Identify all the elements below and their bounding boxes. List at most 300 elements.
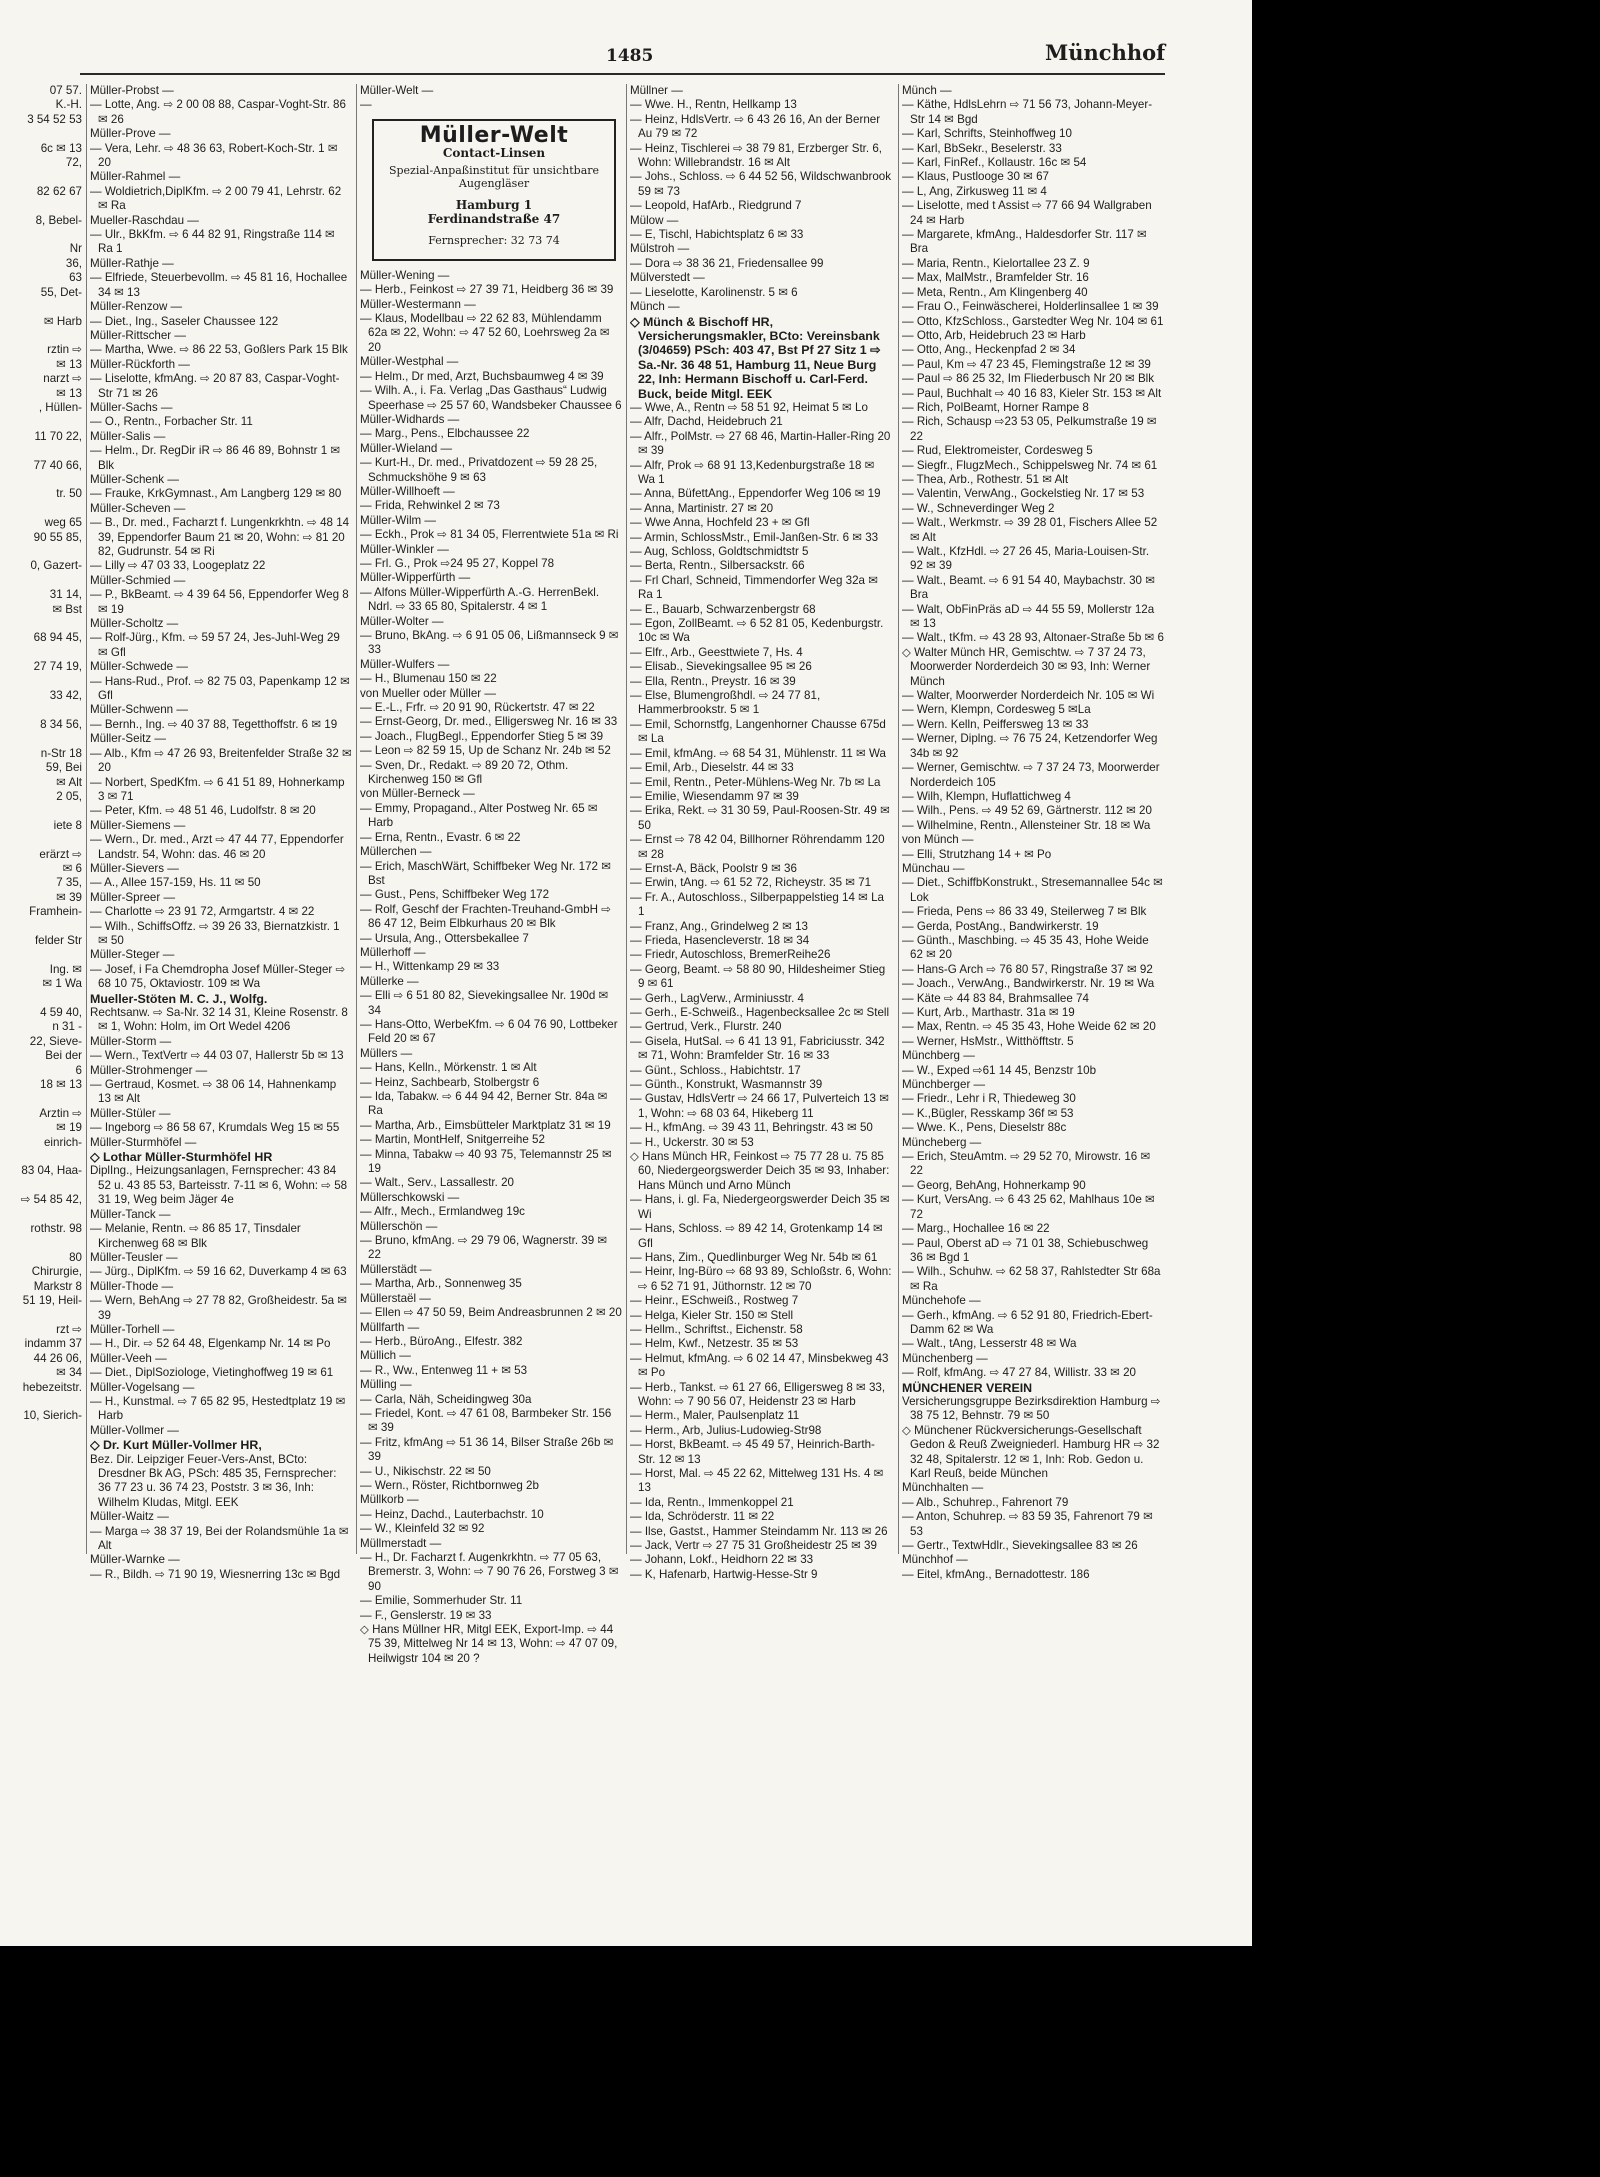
directory-entry: — Martin, MontHelf, Snitgerreihe 52 — [360, 1133, 545, 1147]
directory-entry: — Heinz, Dachd., Lauterbachstr. 10 — [360, 1507, 544, 1521]
directory-entry: Müllerhoff — — [360, 945, 426, 959]
left-fragment-line: 68 94 45, — [33, 631, 82, 645]
left-fragment-line: 7 35, — [56, 876, 82, 890]
left-fragment-line: Arztin ⇨ — [39, 1106, 82, 1120]
directory-entry: — Wern., Dr. med., Arzt ⇨ 47 44 77, Eppendorfer Landstr. 54, Wohn: das. 46 ✉ 20 — [90, 833, 344, 861]
directory-entry: — Georg, Beamt. ⇨ 58 80 90, Hildesheimer Stieg 9 ✉ 61 — [630, 962, 886, 991]
directory-entry: — Helm., Dr. RegDir iR ⇨ 86 46 89, Bohnstr 1 ✉ Blk — [90, 444, 341, 472]
directory-entry: — R., Ww., Entenweg 11 + ✉ 53 — [360, 1363, 528, 1377]
directory-entry: — Rolf, Geschf der Frachten-Treuhand-GmbH ⇨ 86 47 12, Beim Elbkurhaus 20 ✉ Blk — [360, 902, 611, 931]
directory-entry: Müller-Rittscher — — [90, 328, 186, 342]
directory-entry: — Marg., Hochallee 16 ✉ 22 — [902, 1222, 1050, 1236]
left-fragment-line — [0, 473, 86, 487]
directory-entry: — L, Ang, Zirkusweg 11 ✉ 4 — [902, 184, 1047, 198]
left-fragment-line: 80 — [69, 1250, 82, 1264]
left-fragment-line: 6 — [75, 1063, 82, 1077]
directory-entry: — Herb., Tankst. ⇨ 61 27 66, Elligersweg 8 ✉ 33, Wohn: ⇨ 7 90 56 07, Heidenstr 23 ✉ Harb — [630, 1380, 886, 1408]
directory-entry: — Günt., Schloss., Habichtstr. 17 — [630, 1063, 801, 1077]
directory-entry: — Wern, BehAng ⇨ 27 78 82, Großheidestr. 5a ✉ 39 — [90, 1294, 348, 1322]
directory-entry: — Erich, SteuAmtm. ⇨ 29 52 70, Mirowstr. 16 ✉ 22 — [902, 1150, 1151, 1178]
directory-entry: — Hellm., Schriftst., Eichenstr. 58 — [630, 1322, 803, 1336]
directory-entry: — Hans, Zim., Quedlinburger Weg Nr. 54b ✉ 61 — [630, 1250, 878, 1264]
directory-entry: — P., BkBeamt. ⇨ 4 39 64 56, Eppendorfer Weg 8 ✉ 19 — [90, 588, 349, 616]
directory-entry: — Peter, Kfm. ⇨ 48 51 46, Ludolfstr. 8 ✉ 20 — [90, 804, 316, 818]
directory-entry: — Norbert, SpedKfm. ⇨ 6 41 51 89, Hohnerkamp 3 ✉ 71 — [90, 775, 345, 803]
directory-entry: Müller-Wieland — — [360, 441, 453, 455]
left-fragment-line: 2 05, — [56, 789, 82, 803]
directory-entry: Mueller-Raschdau — — [90, 213, 199, 227]
directory-entry: — H., Kunstmal. ⇨ 7 65 82 95, Hestedtplatz 19 ✉ Harb — [90, 1394, 346, 1423]
directory-entry: — Friedel, Kont. ⇨ 47 61 08, Barmbeker Str. 156 ✉ 39 — [360, 1406, 612, 1435]
directory-entry: — Paul, Km ⇨ 47 23 45, Flemingstraße 12 ✉ 39 — [902, 357, 1151, 371]
directory-entry: Müller-Thode — — [90, 1279, 174, 1293]
directory-entry: — H., Uckerstr. 30 ✉ 53 — [630, 1135, 754, 1149]
left-fragment-line: 59, Bei — [45, 761, 82, 775]
directory-entry: — Ellen ⇨ 47 50 59, Beim Andreasbrunnen 2 ✉ 20 — [360, 1306, 622, 1320]
directory-entry: — Karl, Schrifts, Steinhoffweg 10 — [902, 127, 1072, 141]
left-fragment-line: Markstr 8 — [33, 1279, 82, 1293]
left-fragment-line: 77 40 66, — [33, 458, 82, 472]
directory-entry: — Ida, Tabakw. ⇨ 6 44 94 42, Berner Str. 84a ✉ Ra — [360, 1090, 608, 1118]
directory-entry: — Alfons Müller-Wipperfürth A.-G. HerrenBekl. Ndrl. ⇨ 33 65 80, Spitalerstr. 4 ✉ 1 — [360, 585, 600, 614]
directory-entry: Müller-Westphal — — [360, 355, 459, 369]
directory-entry: Müller-Scheven — — [90, 501, 186, 515]
directory-entry: Müller-Steger — — [90, 948, 175, 962]
directory-entry: — Kurt, Arb., Marthastr. 31a ✉ 19 — [902, 1006, 1075, 1019]
directory-entry: — Diet., Ing., Saseler Chaussee 122 — [90, 314, 279, 328]
directory-entry: — W., Schneverdinger Weg 2 — [902, 501, 1055, 515]
directory-entry: ◇ Dr. Kurt Müller-Vollmer HR, — [90, 1438, 262, 1453]
directory-entry: Müllerstädt — — [360, 1262, 432, 1276]
column-4 — [902, 84, 1164, 1582]
directory-entry: — Walt., Werkmstr. ⇨ 39 28 01, Fischers Allee 52 ✉ Alt — [902, 516, 1158, 544]
directory-entry: — Gerh., LagVerw., Arminiusstr. 4 — [630, 991, 804, 1005]
directory-entry: — Gerda, PostAng., Bandwirkerstr. 19 — [902, 919, 1099, 933]
directory-entry: — Alfr., PolMstr. ⇨ 27 68 46, Martin-Haller-Ring 20 ✉ 39 — [630, 429, 891, 458]
directory-entry: Müller-Wening — — [360, 268, 450, 282]
directory-entry: — Otto, Ang., Heckenpfad 2 ✉ 34 — [902, 343, 1076, 357]
directory-entry: — Franz, Ang., Grindelweg 2 ✉ 13 — [630, 919, 808, 933]
directory-entry: — Alfr., Mech., Ermlandweg 19c — [360, 1205, 525, 1219]
directory-entry: — Marga ⇨ 38 37 19, Bei der Rolandsmühle 1a ✉ Alt — [90, 1524, 349, 1553]
ad-subtitle: Contact-Linsen — [442, 146, 546, 161]
left-fragment-line — [0, 703, 86, 717]
directory-entry: — — [360, 98, 372, 112]
ad-description: Spezial-Anpaßinstitut für unsichtbare Augengläser — [388, 163, 600, 190]
directory-entry: — Frauke, KrkGymnast., Am Langberg 129 ✉ 80 — [90, 487, 342, 501]
directory-entry: — Martha, Arb., Sonnenweg 35 — [360, 1277, 522, 1291]
directory-entry: Müller-Torhell — — [90, 1322, 175, 1336]
left-fragment-line: 36, — [65, 256, 82, 270]
directory-entry: Müllers — — [360, 1046, 413, 1060]
directory-entry: — Joach., FlugBegl., Eppendorfer Stieg 5 ✉ 39 — [360, 729, 604, 743]
directory-entry: Müller-Storm — — [90, 1034, 172, 1048]
directory-entry: ◇ Münch & Bischoff HR, Versicherungsmakler, BCto: Vereinsbank (3/04659) PSch: 403 47, Bst Pf 27 Sitz 1 ⇨ Sa.-Nr. 36 48 51, Hamburg 11, Neue Burg 22, Inh: Hermann Bischoff u. Carl-Ferd. Buck, beide Mitgl. EEK — [630, 314, 881, 401]
running-head: Münchhof — [1045, 40, 1166, 65]
left-fragment-line: Bei der — [45, 1049, 82, 1063]
directory-entry: — Thea, Arb., Rothestr. 51 ✉ Alt — [902, 472, 1069, 486]
directory-entry: — Walt, ObFinPräs aD ⇨ 44 55 59, Mollerstr 12a ✉ 13 — [902, 602, 1155, 631]
directory-entry: — Elli, Strutzhang 14 + ✉ Po — [902, 847, 1052, 861]
directory-entry: — Helm., Dr med, Arzt, Buchsbaumweg 4 ✉ 39 — [360, 369, 604, 383]
directory-entry: — W., Exped ⇨61 14 45, Benzstr 10b — [902, 1063, 1097, 1077]
directory-entry: — Max, Rentn. ⇨ 45 35 43, Hohe Weide 62 ✉ 20 — [902, 1020, 1156, 1034]
left-fragment-line: 11 70 22, — [34, 429, 82, 443]
directory-entry: — Käthe, HdlsLehrn ⇨ 71 56 73, Johann-Meyer-Str 14 ✉ Bgd — [902, 98, 1153, 126]
left-fragment-line: 63 — [69, 271, 82, 285]
directory-entry: — U., Nikischstr. 22 ✉ 50 — [360, 1464, 491, 1478]
directory-entry: — Gust., Pens, Schiffbeker Weg 172 — [360, 888, 550, 902]
left-fragment-line: 83 04, Haa- — [21, 1164, 82, 1178]
directory-entry: Müller-Schwenn — — [90, 703, 188, 717]
left-fragment-line: rzt ⇨ — [56, 1322, 82, 1336]
directory-entry: — H., Blumenau 150 ✉ 22 — [360, 672, 497, 686]
directory-entry: — Helga, Kieler Str. 150 ✉ Stell — [630, 1308, 794, 1322]
directory-entry: Müller-Schwede — — [90, 660, 188, 674]
directory-entry: — Erich, MaschWärt, Schiffbeker Weg Nr. 172 ✉ Bst — [360, 859, 611, 887]
left-fragment-line: K.-H. — [55, 98, 82, 112]
directory-entry: — Walt., tKfm. ⇨ 43 28 93, Altonaer-Straße 5b ✉ 6 — [902, 631, 1164, 645]
directory-entry: — Hans-Rud., Prof. ⇨ 82 75 03, Papenkamp 12 ✉ Gfl — [90, 674, 350, 703]
left-fragment-line — [0, 1179, 86, 1193]
directory-entry: — Ernst-A, Bäck, Poolstr 9 ✉ 36 — [630, 861, 797, 875]
directory-entry: Müncheberg — — [902, 1135, 982, 1149]
directory-entry: — Martha, Wwe. ⇨ 86 22 53, Goßlers Park 15 Blk — [90, 343, 348, 357]
directory-entry: — Alb., Kfm ⇨ 47 26 93, Breitenfelder Straße 32 ✉ 20 — [90, 746, 352, 775]
directory-entry: — Friedr., Lehr i R, Thiedeweg 30 — [902, 1092, 1076, 1106]
left-fragment-line — [0, 1395, 86, 1409]
directory-entry: — Kurt-H., Dr. med., Privatdozent ⇨ 59 28 25, Schmuckshöhe 9 ✉ 63 — [360, 456, 598, 484]
directory-entry: — Gerh., E-Schweiß., Hagenbecksallee 2c ✉ Stell — [630, 1006, 890, 1019]
left-fragment-line — [0, 833, 86, 847]
directory-entry: — Emil, Rentn., Peter-Mühlens-Weg Nr. 7b ✉ La — [630, 775, 881, 789]
directory-entry: Müller-Teusler — — [90, 1250, 178, 1264]
directory-entry: Münchenberg — — [902, 1351, 988, 1365]
directory-entry: Müller-Siemens — — [90, 818, 186, 832]
directory-entry: — A., Allee 157-159, Hs. 11 ✉ 50 — [90, 876, 261, 890]
directory-entry: — Aug, Schloss, Goldtschmidtstr 5 — [630, 545, 809, 558]
directory-entry: — Paul, Buchhalt ⇨ 40 16 83, Kieler Str. 153 ✉ Alt — [902, 386, 1162, 400]
directory-entry: — Emil, Schornstfg, Langenhorner Chausse 675d ✉ La — [630, 717, 886, 746]
directory-entry: — Diet., SchiffbKonstrukt., Stresemannallee 54c ✉ Lok — [902, 876, 1163, 904]
left-fragment-line: Ing. ✉ — [49, 962, 82, 976]
directory-entry: — Emil, kfmAng. ⇨ 68 54 31, Mühlenstr. 11 ✉ Wa — [630, 746, 886, 760]
directory-entry: — Klaus, Modellbau ⇨ 22 62 83, Mühlendamm 62a ✉ 22, Wohn: ⇨ 47 52 60, Loehrsweg 2a ✉ 20 — [360, 312, 610, 354]
directory-entry: — Ilse, Gastst., Hammer Steindamm Nr. 113 ✉ 26 — [630, 1524, 888, 1538]
left-fragment-line: ✉ 39 — [56, 890, 82, 904]
directory-entry: — E, Tischl, Habichtsplatz 6 ✉ 33 — [630, 228, 804, 242]
directory-entry: — K, Hafenarb, Hartwig-Hesse-Str 9 — [630, 1567, 818, 1581]
left-fragment-line: 90 55 85, — [33, 530, 82, 544]
directory-entry: DiplIng., Heizungsanlagen, Fernsprecher: 43 84 52 u. 43 85 53, Barteisstr. 7-11 ✉ 6, Wohn: ⇨ 58 31 19, Weg beim Jäger 4e — [90, 1164, 348, 1207]
directory-entry: — F., Genslerstr. 19 ✉ 33 — [360, 1608, 492, 1622]
directory-entry: — Lotte, Ang. ⇨ 2 00 08 88, Caspar-Voght-Str. 86 ✉ 26 — [90, 98, 346, 126]
directory-entry: — Ella, Rentn., Preystr. 16 ✉ 39 — [630, 674, 796, 688]
directory-entry: Müllerke — — [360, 974, 419, 988]
left-fragment-line: ✉ 6 — [62, 861, 82, 875]
directory-entry: — Melanie, Rentn. ⇨ 86 85 17, Tinsdaler Kirchenweg 68 ✉ Blk — [90, 1222, 301, 1250]
column-divider — [356, 84, 357, 1554]
directory-entry: — Walt., KfzHdl. ⇨ 27 26 45, Maria-Louisen-Str. 92 ✉ 39 — [902, 545, 1150, 573]
directory-entry: — Wern. Kelln, Peiffersweg 13 ✉ 33 — [902, 717, 1089, 731]
directory-entry: — Herm., Arb, Julius-Ludowieg-Str98 — [630, 1423, 822, 1437]
directory-entry: — Meta, Rentn., Am Klingenberg 40 — [902, 285, 1088, 299]
directory-entry: Müller-Vogelsang — — [90, 1380, 195, 1394]
directory-entry: — Josef, i Fa Chemdropha Josef Müller-Steger ⇨ 68 10 75, Oktaviostr. 109 ✉ Wa — [90, 962, 346, 991]
column-divider — [626, 84, 627, 1554]
directory-entry: — Heinz, HdlsVertr. ⇨ 6 43 26 16, An der Berner Au 79 ✉ 72 — [630, 112, 881, 141]
directory-entry: — Lieselotte, Karolinenstr. 5 ✉ 6 — [630, 285, 798, 299]
directory-entry: — Vera, Lehr. ⇨ 48 36 63, Robert-Koch-Str. 1 ✉ 20 — [90, 141, 338, 170]
directory-entry: — H., Dir. ⇨ 52 64 48, Elgenkamp Nr. 14 ✉ Po — [90, 1337, 331, 1351]
directory-entry: — Karl, BbSekr., Beselerstr. 33 — [902, 141, 1062, 155]
directory-entry: — Dora ⇨ 38 36 21, Friedensallee 99 — [630, 256, 824, 270]
directory-entry: — Helm, Kwf., Netzestr. 35 ✉ 53 — [630, 1337, 799, 1351]
directory-entry: — Wilh., Schuhw. ⇨ 62 58 37, Rahlstedter Str 68a ✉ Ra — [902, 1265, 1161, 1293]
directory-entry: — Gustav, HdlsVertr ⇨ 24 66 17, Pulverteich 13 ✉ 1, Wohn: ⇨ 68 03 64, Hikeberg 11 — [630, 1092, 889, 1120]
left-fragment-line: erärzt ⇨ — [39, 847, 82, 861]
left-fragment-line: , Hüllen- — [38, 400, 82, 414]
left-fragment-line: ✉ Harb — [43, 314, 82, 328]
left-fragment-line — [0, 574, 86, 588]
directory-entry: Müller-Prove — — [90, 127, 171, 141]
directory-entry: — Wwe Anna, Hochfeld 23 + ✉ Gfl — [630, 516, 810, 530]
left-fragment-line: ✉ Alt — [56, 775, 82, 789]
directory-entry: Müller-Probst — — [90, 84, 174, 97]
left-fragment-line: 07 57. — [49, 84, 82, 97]
directory-entry: — Herb., Feinkost ⇨ 27 39 71, Heidberg 36 ✉ 39 — [360, 283, 614, 297]
directory-entry: — Karl, FinRef., Kollaustr. 16c ✉ 54 — [902, 156, 1087, 170]
directory-entry: Versicherungsgruppe Bezirksdirektion Hamburg ⇨ 38 75 12, Behnstr. 79 ✉ 50 — [902, 1394, 1161, 1423]
directory-entry: Müller-Schmied — — [90, 573, 186, 587]
directory-entry: Müller-Scholtz — — [90, 617, 179, 631]
directory-entry: Münchhalten — — [902, 1481, 984, 1495]
left-fragment-line: 4 59 40, — [40, 1006, 82, 1019]
directory-entry: — Frau O., Feinwäscherei, Holderlinsallee 1 ✉ 39 — [902, 300, 1159, 314]
directory-entry: Müller-Wilm — — [360, 513, 436, 527]
directory-entry: Müller-Spreer — — [90, 890, 176, 904]
directory-entry: Müllkorb — — [360, 1493, 419, 1507]
directory-entry: — Heinr., ESchweiß., Rostweg 7 — [630, 1294, 799, 1308]
directory-entry: — Rud, Elektromeister, Cordesweg 5 — [902, 444, 1093, 458]
directory-entry: — Gisela, HutSal. ⇨ 6 41 13 91, Fabriciusstr. 342 ✉ 71, Wohn: Bramfelder Str. 16 ✉ 33 — [630, 1034, 885, 1063]
directory-entry: — Günth., Konstrukt, Wasmannstr 39 — [630, 1078, 823, 1092]
left-fragment-line: ✉ Bst — [52, 602, 82, 616]
directory-entry: Müller-Warnke — — [90, 1553, 180, 1567]
directory-entry: Müller-Rückforth — — [90, 357, 190, 371]
directory-entry: — Ingeborg ⇨ 86 58 67, Krumdals Weg 15 ✉ 55 — [90, 1121, 340, 1135]
left-fragment-line: 51 19, Heil- — [22, 1294, 82, 1308]
directory-entry: — Wilh., Pens. ⇨ 49 52 69, Gärtnerstr. 112 ✉ 20 — [902, 804, 1152, 818]
directory-entry: — Hans-Otto, WerbeKfm. ⇨ 6 04 76 90, Lottbeker Feld 20 ✉ 67 — [360, 1017, 618, 1046]
directory-entry: — Erika, Rekt. ⇨ 31 30 59, Paul-Roosen-Str. 49 ✉ 50 — [630, 804, 890, 832]
directory-entry: — Wwe. H., Rentn, Hellkamp 13 — [630, 98, 797, 112]
directory-entry: — Emilie, Sommerhuder Str. 11 — [360, 1594, 523, 1608]
left-fragment-line: ✉ 1 Wa — [42, 977, 82, 991]
directory-entry: Müllner — — [630, 84, 683, 97]
directory-entry: Mueller-Stöten M. C. J., Wolfg. — [90, 991, 268, 1006]
left-fragment-line — [0, 545, 86, 559]
directory-entry: — Lilly ⇨ 47 03 33, Loogeplatz 22 — [90, 559, 266, 573]
column-divider — [86, 84, 87, 1554]
directory-entry: — Joach., VerwAng., Bandwirkerstr. Nr. 19 ✉ Wa — [902, 977, 1155, 991]
left-fragment-line: indamm 37 — [24, 1337, 82, 1351]
directory-entry: — Wwe. K., Pens, Dieselstr 88c — [902, 1121, 1067, 1135]
directory-entry: — Emilie, Wiesendamm 97 ✉ 39 — [630, 789, 799, 803]
directory-entry: — Wilh., SchiffsOffz. ⇨ 39 26 33, Biernatzkistr. 1 ✉ 50 — [90, 919, 340, 947]
left-fragment-line: felder Str — [34, 933, 82, 947]
left-fragment-line: 18 ✉ 13 — [40, 1078, 82, 1092]
left-fragment-line — [0, 732, 86, 746]
directory-entry: — Wern, Klempn, Cordesweg 5 ✉La — [902, 703, 1091, 717]
directory-entry: — Alb., Schuhrep., Fahrenort 79 — [902, 1495, 1069, 1509]
directory-entry: Müllerstaël — — [360, 1291, 431, 1305]
directory-entry: Müllich — — [360, 1349, 411, 1363]
directory-entry: — Herm., Maler, Paulsenplatz 11 — [630, 1409, 800, 1423]
directory-entry: Müller-Salis — — [90, 429, 166, 443]
left-fragment-line: ✉ 19 — [56, 1121, 82, 1135]
directory-entry: — Rolf-Jürg., Kfm. ⇨ 59 57 24, Jes-Juhl-Weg 29 ✉ Gfl — [90, 631, 340, 659]
directory-entry: — Walt., tAng, Lesserstr 48 ✉ Wa — [902, 1337, 1077, 1351]
left-fragment-line: 72, — [65, 156, 82, 170]
directory-entry: — Erna, Rentn., Evastr. 6 ✉ 22 — [360, 830, 521, 844]
directory-entry: Rechtsanw. ⇨ Sa-Nr. 32 14 31, Kleine Rosenstr. 8 ✉ 1, Wohn: Holm, im Ort Wedel 4206 — [90, 1006, 348, 1034]
left-fragment-line — [0, 127, 86, 141]
directory-entry: ◇ Hans Münch HR, Feinkost ⇨ 75 77 28 u. 75 85 60, Niedergeorgswerder Deich 35 ✉ 93, Inhaber: Hans Münch und Arno Münch — [630, 1150, 890, 1192]
directory-entry: — Ulr., BkKfm. ⇨ 6 44 82 91, Ringstraße 114 ✉ Ra 1 — [90, 228, 335, 256]
directory-entry: — Liselotte, med t Assist ⇨ 77 66 94 Wallgraben 24 ✉ Harb — [902, 199, 1152, 227]
directory-entry: — Kurt, VersAng. ⇨ 6 43 25 62, Mahlhaus 10e ✉ 72 — [902, 1193, 1155, 1221]
directory-entry: — Rolf, kfmAng. ⇨ 47 27 84, Willistr. 33 ✉ 20 — [902, 1366, 1137, 1380]
directory-entry: — Paul ⇨ 86 25 32, Im Fliederbusch Nr 20 ✉ Blk — [902, 372, 1155, 386]
directory-entry: von Mueller oder Müller — — [360, 686, 496, 700]
left-fragment-line — [0, 804, 86, 818]
left-fragment-line: hebezeitstr. — [22, 1380, 82, 1394]
directory-entry: — Werner, HsMstr., Witthöfftstr. 5 — [902, 1034, 1074, 1048]
directory-entry: — Horst, BkBeamt. ⇨ 45 49 57, Heinrich-Barth-Str. 12 ✉ 13 — [630, 1438, 875, 1466]
mueller-welt-advertisement — [372, 119, 616, 261]
directory-entry: Müllerschkowski — — [360, 1190, 460, 1204]
directory-entry: — Gertrud, Verk., Flurstr. 240 — [630, 1020, 782, 1034]
column-3 — [630, 84, 892, 1582]
directory-entry: — Rich, PolBeamt, Horner Rampe 8 — [902, 400, 1089, 414]
directory-entry: Mülstroh — — [630, 242, 690, 256]
left-fragment-line: narzt ⇨ — [43, 372, 82, 386]
directory-entry: — Wilh. A., i. Fa. Verlag „Das Gasthaus“ Ludwig Speerhase ⇨ 25 57 60, Wandsbeker Chaussee 6 — [360, 384, 622, 412]
directory-entry: Münchberg — — [902, 1049, 975, 1063]
directory-entry: — Werner, Diplng. ⇨ 76 75 24, Ketzendorfer Weg 34b ✉ 92 — [902, 732, 1158, 760]
left-fragment-line: n-Str 18 — [40, 746, 82, 760]
column-2 — [360, 84, 622, 1666]
directory-entry: von Münch — — [902, 833, 974, 847]
directory-entry: — Helmut, kfmAng. ⇨ 6 02 14 47, Minsbekweg 43 ✉ Po — [630, 1351, 889, 1380]
column-1 — [90, 84, 352, 1582]
directory-entry: — Hans, i. gl. Fa, Niedergeorgswerder Deich 35 ✉ Wi — [630, 1193, 890, 1221]
directory-entry: — Paul, Oberst aD ⇨ 71 01 38, Schiebuschweg 36 ✉ Bgd 1 — [902, 1236, 1149, 1264]
left-fragment-line: Chirurgie, — [31, 1265, 82, 1279]
left-fragment-line — [0, 1309, 86, 1323]
left-fragment-line — [0, 1150, 86, 1164]
directory-entry: — Marg., Pens., Elbchaussee 22 — [360, 427, 530, 441]
directory-entry: — Bruno, kfmAng. ⇨ 29 79 06, Wagnerstr. 39 ✉ 22 — [360, 1234, 608, 1262]
directory-entry: Müllmerstadt — — [360, 1536, 442, 1550]
directory-entry: — H., Dr. Facharzt f. Augenkrkhtn. ⇨ 77 05 63, Bremerstr. 3, Wohn: ⇨ 7 90 76 26, Forstweg 3 ✉ 90 — [360, 1551, 619, 1593]
left-fragment-line — [0, 675, 86, 689]
directory-entry: — Werner, Gemischtw. ⇨ 7 37 24 73, Moorwerder Norderdeich 105 — [902, 761, 1160, 789]
directory-entry: — Martha, Arb., Eimsbütteler Marktplatz 31 ✉ 19 — [360, 1118, 611, 1132]
directory-entry: Müller-Widhards — — [360, 412, 460, 426]
directory-entry: — Elfriede, Steuerbevollm. ⇨ 45 81 16, Hochallee 34 ✉ 13 — [90, 271, 348, 299]
directory-entry: Münchau — — [902, 861, 965, 875]
directory-entry: — Günth., Maschbing. ⇨ 45 35 43, Hohe Weide 62 ✉ 20 — [902, 933, 1149, 962]
left-fragment-line: Nr — [69, 242, 82, 256]
directory-entry: ◇ Münchener Rückversicherungs-Gesellschaft Gedon & Reuß Zweigniederl. Hamburg HR ⇨ 32 32 48, Spitalerstr. 12 ✉ 1, Inh: Rob. Gedon u. Karl Reuß, beide München — [902, 1423, 1160, 1480]
directory-entry: — Hans-G Arch ⇨ 76 80 57, Ringstraße 37 ✉ 92 — [902, 962, 1153, 976]
directory-entry: Mülow — — [630, 213, 679, 227]
directory-entry: — Margarete, kfmAng., Haldesdorfer Str. 117 ✉ Bra — [902, 228, 1147, 256]
directory-entry: Müller-Rahmel — — [90, 170, 181, 184]
directory-entry: — O., Rentn., Forbacher Str. 11 — [90, 415, 253, 429]
left-fragment-line — [0, 1208, 86, 1222]
directory-entry: — Maria, Rentn., Kielortallee 23 Z. 9 — [902, 256, 1090, 270]
directory-entry: — Frieda, Pens ⇨ 86 33 49, Steilerweg 7 ✉ Blk — [902, 905, 1147, 919]
directory-entry: — Siegfr., FlugzMech., Schippelsweg Nr. 74 ✉ 61 — [902, 458, 1158, 472]
left-fragment-line — [0, 617, 86, 631]
ad-street: Ferdinandstraße 47 — [427, 212, 561, 227]
directory-entry: — Heinr, Ing-Büro ⇨ 68 93 89, Schloßstr. 6, Wohn: ⇨ 6 52 71 91, Jüthornstr. 12 ✉ 70 — [630, 1265, 892, 1293]
directory-entry: — Friedr, Autoschloss, BremerReihe26 — [630, 948, 831, 962]
directory-entry: — Erwin, tAng. ⇨ 61 52 72, Richeystr. 35 ✉ 71 — [630, 876, 872, 890]
directory-entry: Mülverstedt — — [630, 271, 705, 285]
directory-entry: Müller-Seitz — — [90, 732, 167, 746]
directory-entry: — Emil, Arb., Dieselstr. 44 ✉ 33 — [630, 761, 794, 775]
left-fragment-line — [0, 1092, 86, 1106]
directory-entry: — Walt., Beamt. ⇨ 6 91 54 40, Maybachstr. 30 ✉ Bra — [902, 573, 1155, 602]
directory-entry: — Alfr, Prok ⇨ 68 91 13,Kedenburgstraße 18 ✉ Wa 1 — [630, 458, 875, 486]
directory-entry: — Ernst-Georg, Dr. med., Elligersweg Nr. 16 ✉ 33 — [360, 715, 618, 729]
directory-entry: — Alfr, Dachd, Heidebruch 21 — [630, 415, 783, 429]
directory-entry: Müller-Tanck — — [90, 1207, 171, 1221]
ad-city: Hamburg 1 — [455, 197, 533, 212]
directory-entry: — Rich, Schausp ⇨23 53 05, Pelkumstraße 19 ✉ 22 — [902, 415, 1157, 443]
directory-entry: Müller-Veeh — — [90, 1351, 167, 1365]
directory-entry: — Ida, Schröderstr. 11 ✉ 22 — [630, 1510, 775, 1524]
directory-entry: — Eckh., Prok ⇨ 81 34 05, Flerrentwiete 51a ✉ Ri — [360, 528, 619, 542]
directory-entry: — Leopold, HafArb., Riedgrund 7 — [630, 199, 802, 213]
directory-entry: Münchhof — — [902, 1553, 968, 1567]
directory-entry: Müllerchen — — [360, 845, 432, 859]
directory-entry: — H., Wittenkamp 29 ✉ 33 — [360, 960, 500, 974]
left-fragment-line: rztin ⇨ — [47, 343, 82, 357]
directory-entry: — Klaus, Pustlooge 30 ✉ 67 — [902, 170, 1049, 184]
directory-entry: Münchberger — — [902, 1078, 986, 1092]
left-fragment-line: rothstr. 98 — [30, 1222, 82, 1236]
directory-entry: Müllerschön — — [360, 1219, 438, 1233]
directory-entry: — Carla, Näh, Scheidingweg 30a — [360, 1392, 532, 1406]
directory-entry: — Elisab., Sievekingsallee 95 ✉ 26 — [630, 660, 812, 674]
left-fragment-line: 31 14, — [49, 588, 82, 602]
directory-entry: — E., Bauarb, Schwarzenbergstr 68 — [630, 602, 816, 616]
directory-entry: Müller-Westermann — — [360, 297, 476, 311]
directory-entry: — Bernh., Ing. ⇨ 40 37 88, Tegetthoffstr. 6 ✉ 19 — [90, 717, 338, 731]
left-fragment-line — [0, 948, 86, 962]
directory-entry: — Diet., DiplSoziologe, Vietinghoffweg 19 ✉ 61 — [90, 1366, 334, 1380]
left-fragment-line — [0, 444, 86, 458]
directory-entry: — B., Dr. med., Facharzt f. Lungenkrkhtn. ⇨ 48 14 39, Eppendorfer Baum 21 ✉ 20, Wohn: ⇨ 81 20 82, Gudrunstr. 54 ✉ Ri — [90, 516, 350, 558]
directory-entry: von Müller-Berneck — — [360, 787, 475, 801]
directory-entry: — Gertraud, Kosmet. ⇨ 38 06 14, Hahnenkamp 13 ✉ Alt — [90, 1078, 337, 1106]
directory-entry: Müllfarth — — [360, 1320, 420, 1334]
